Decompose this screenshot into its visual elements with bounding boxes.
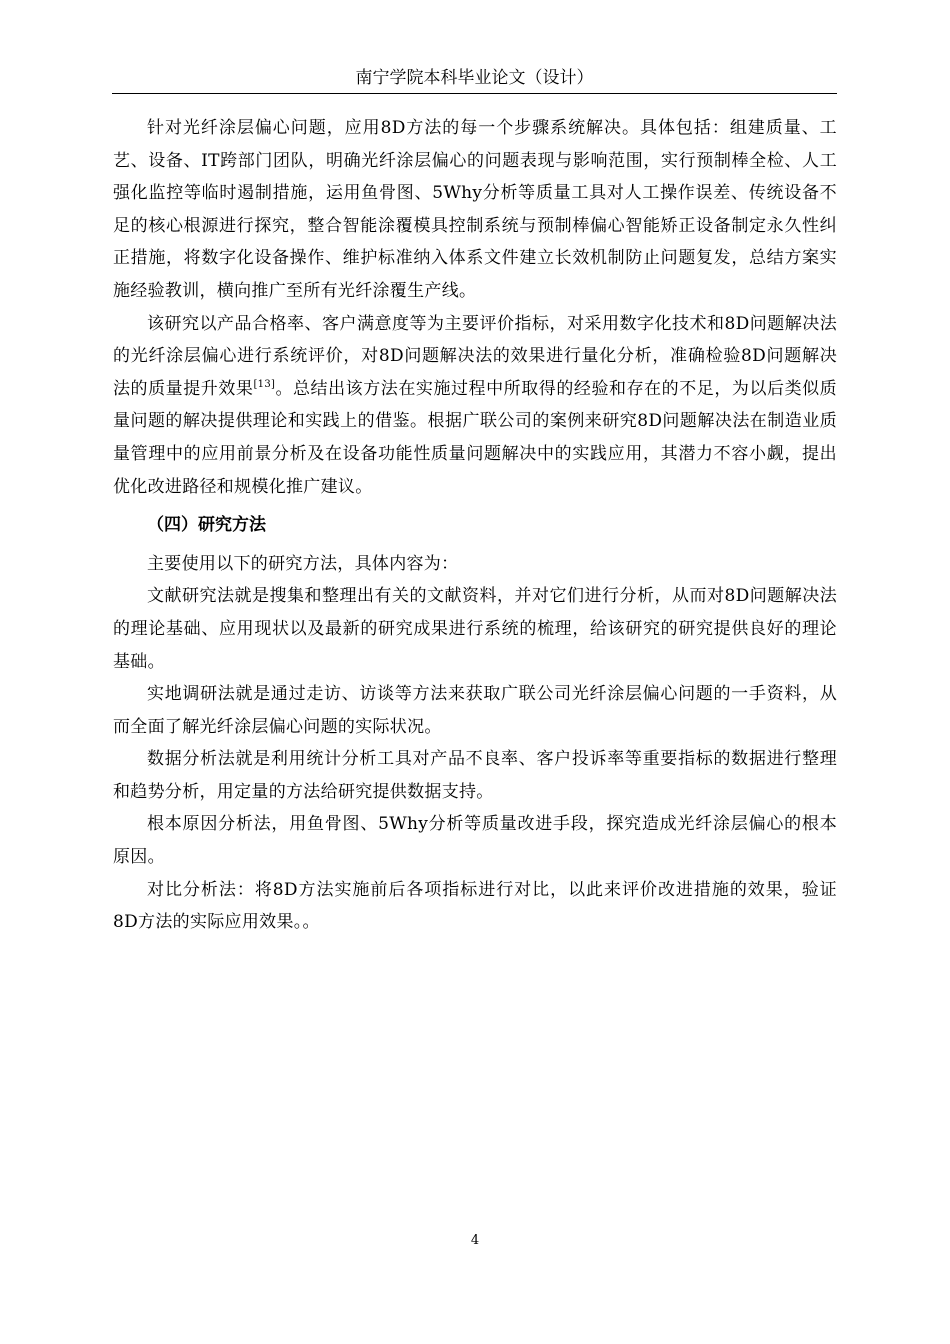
running-header: 南宁学院本科毕业论文（设计）	[355, 68, 594, 88]
paragraph-literature-method: 文献研究法就是搜集和整理出有关的文献资料，并对它们进行分析，从而对8D问题解决法的理论基础、应用现状以及最新的研究成果进行系统的梳理，给该研究的研究提供良好的理论基础。	[113, 586, 837, 672]
page-number: 4	[470, 1233, 480, 1248]
paragraph-root-cause-method: 根本原因分析法，用鱼骨图、5Why分析等质量改进手段，探究造成光纤涂层偏心的根本原因。	[113, 814, 837, 868]
citation-13: [13]	[253, 378, 276, 390]
section-heading-research-methods: （四）研究方法	[147, 515, 266, 536]
paragraph-evaluation-text-cont: 。总结出该方法在实施过程中所取得的经验和存在的不足，为以后类似质量问题的解决提供理论和实践上的借鉴。根据广联公司的案例来研究8D问题解决法在制造业质量管理中的应用前景分析及在设备功能性质量问题解决中的实践应用，其潜力不容小觑，提出优化改进路径和规模化推广建议。	[113, 378, 837, 497]
paragraph-evaluation	[113, 308, 837, 504]
paragraph-field-research-method: 实地调研法就是通过走访、访谈等方法来获取广联公司光纤涂层偏心问题的一手资料，从而全面了解光纤涂层偏心问题的实际状况。	[113, 684, 837, 737]
paragraph-8d-application: 针对光纤涂层偏心问题，应用8D方法的每一个步骤系统解决。具体包括：组建质量、工艺、设备、IT跨部门团队，明确光纤涂层偏心的问题表现与影响范围，实行预制棒全检、人工强化监控等临时遏制措施，运用鱼骨图、5Why分析等质量工具对人工操作误差、传统设备不足的核心根源进行探究，整合智能涂覆模具控制系统与预制棒偏心智能矫正设备制定永久性纠正措施，将数字化设备操作、维护标准纳入体系文件建立长效机制防止问题复发，总结方案实施经验教训，横向推广至所有光纤涂覆生产线。	[113, 118, 837, 301]
paragraph-data-analysis-method: 数据分析法就是利用统计分析工具对产品不良率、客户投诉率等重要指标的数据进行整理和趋势分析，用定量的方法给研究提供数据支持。	[113, 749, 837, 802]
page-body	[113, 112, 837, 939]
paragraph-comparative-method: 对比分析法：将8D方法实施前后各项指标进行对比，以此来评价改进措施的效果，验证8D方法的实际应用效果。。	[113, 879, 837, 933]
paragraph-evaluation-text: 该研究以产品合格率、客户满意度等为主要评价指标，对采用数字化技术和8D问题解决法的光纤涂层偏心进行系统评价，对8D问题解决法的效果进行量化分析，准确检验8D问题解决法的质量提升效果	[113, 313, 837, 399]
header-rule	[112, 93, 837, 94]
paragraph-methods-intro: 主要使用以下的研究方法，具体内容为：	[147, 553, 459, 574]
